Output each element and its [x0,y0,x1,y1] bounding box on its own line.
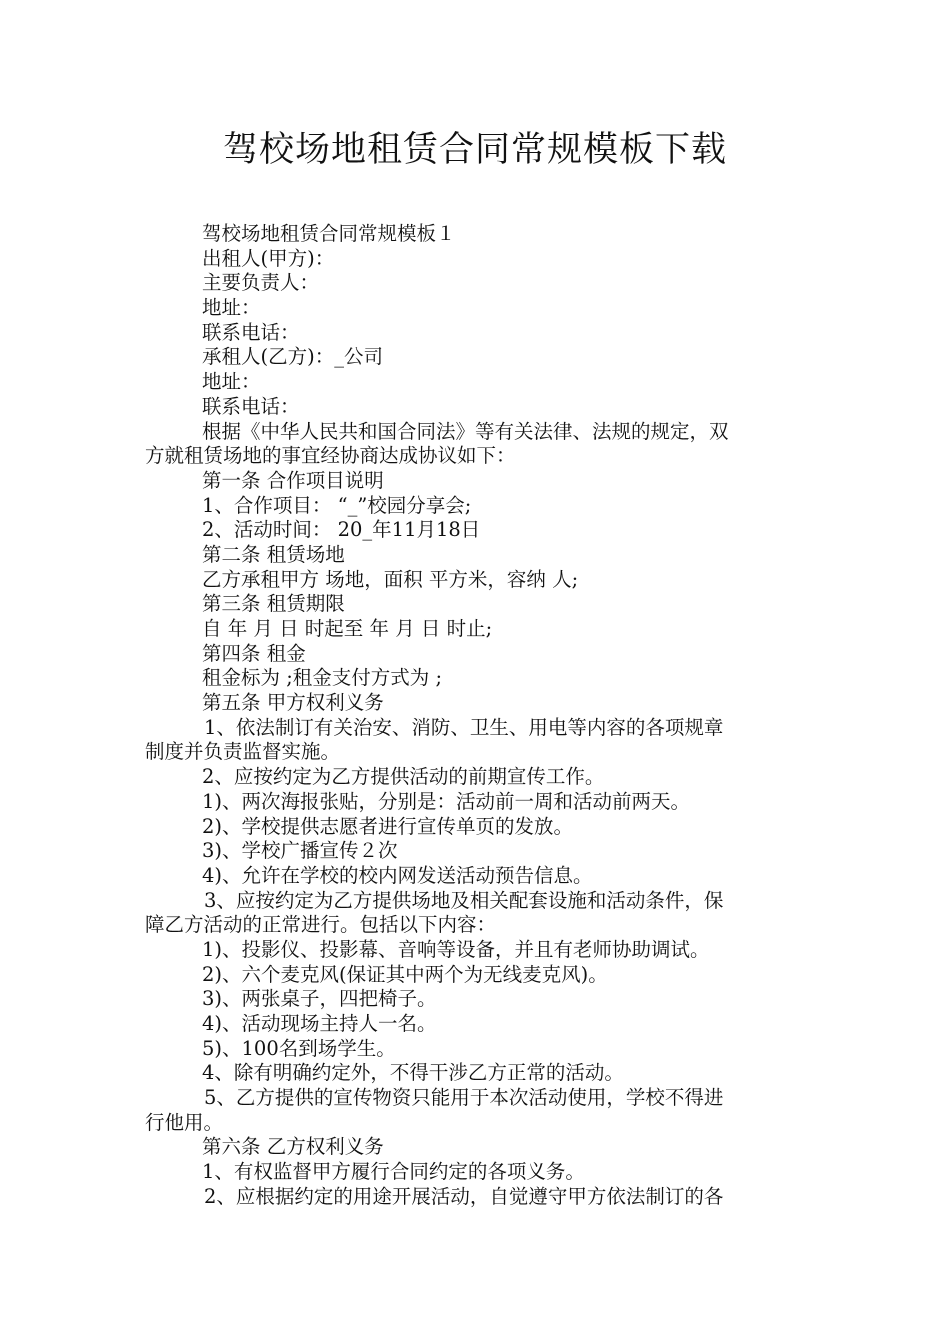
text-line: 联系电话： [202,394,300,418]
text-line: 3)、学校广播宣传２次 [202,839,398,863]
text-line: 第二条 租赁场地 [202,542,345,566]
text-line: 2、活动时间： 20_年11月18日 [202,518,481,542]
text-line: 4、除有明确约定外，不得干涉乙方正常的活动。 [202,1061,624,1085]
text-line: 出租人(甲方)： [202,246,335,270]
text-line: 2)、六个麦克风(保证其中两个为无线麦克风)。 [202,962,608,986]
text-line: 2、应按约定为乙方提供活动的前期宣传工作。 [202,765,605,789]
text-line: 联系电话： [202,320,300,344]
text-line: 乙方承租甲方 场地，面积 平方米，容纳 人; [202,567,579,591]
text-line: 5)、100名到场学生。 [202,1036,396,1060]
text-line: 1)、两次海报张贴，分别是：活动前一周和活动前两天。 [202,789,691,813]
paragraph-line: 1、依法制订有关治安、消防、卫生、用电等内容的各项规章 [204,715,724,739]
text-line: 4)、活动现场主持人一名。 [202,1012,437,1035]
text-line: 2、应根据约定的用途开展活动，自觉遵守甲方依法制订的各 [204,1184,724,1208]
text-line: 2)、学校提供志愿者进行宣传单页的发放。 [202,814,574,838]
paragraph-continuation: 障乙方活动的正常进行。包括以下内容： [145,913,497,937]
paragraph-continuation: 制度并负责监督实施。 [145,740,341,764]
text-line: 地址： [202,296,261,320]
text-line: 自 年 月 日 时起至 年 月 日 时止; [202,617,493,640]
paragraph-continuation: 方就租赁场地的事宜经协商达成协议如下： [145,444,516,468]
paragraph-line: 5、乙方提供的宣传物资只能用于本次活动使用，学校不得进 [204,1086,724,1110]
text-line: 第三条 租赁期限 [202,592,345,616]
text-line: 第一条 合作项目说明 [202,468,384,492]
text-line: 驾校场地租赁合同常规模板１ [202,222,456,245]
text-line: 3)、两张桌子，四把椅子。 [202,987,437,1011]
text-line: 第五条 甲方权利义务 [202,691,384,715]
text-line: 4)、允许在学校的校内网发送活动预告信息。 [202,863,593,887]
text-line: 主要负责人： [202,271,320,295]
paragraph-line: 3、应按约定为乙方提供场地及相关配套设施和活动条件，保 [204,888,724,912]
text-line: 第四条 租金 [202,641,306,665]
text-line: 1、合作项目： “_”校园分享会; [202,493,472,517]
text-line: 租金标为 ;租金支付方式为 ; [202,666,443,690]
text-line: 地址： [202,370,261,394]
text-line: 承租人(乙方)：_公司 [202,345,383,369]
text-line: 1)、投影仪、投影幕、音响等设备，并且有老师协助调试。 [202,937,710,961]
text-line: 第六条 乙方权利义务 [202,1135,384,1159]
text-line: 1、有权监督甲方履行合同约定的各项义务。 [202,1160,585,1184]
paragraph-continuation: 行他用。 [145,1110,224,1134]
document-body [145,222,807,1210]
document-title: 驾校场地租赁合同常规模板下载 [222,130,727,170]
paragraph-line: 根据《中华人民共和国合同法》等有关法律、法规的规定，双 [202,419,729,443]
